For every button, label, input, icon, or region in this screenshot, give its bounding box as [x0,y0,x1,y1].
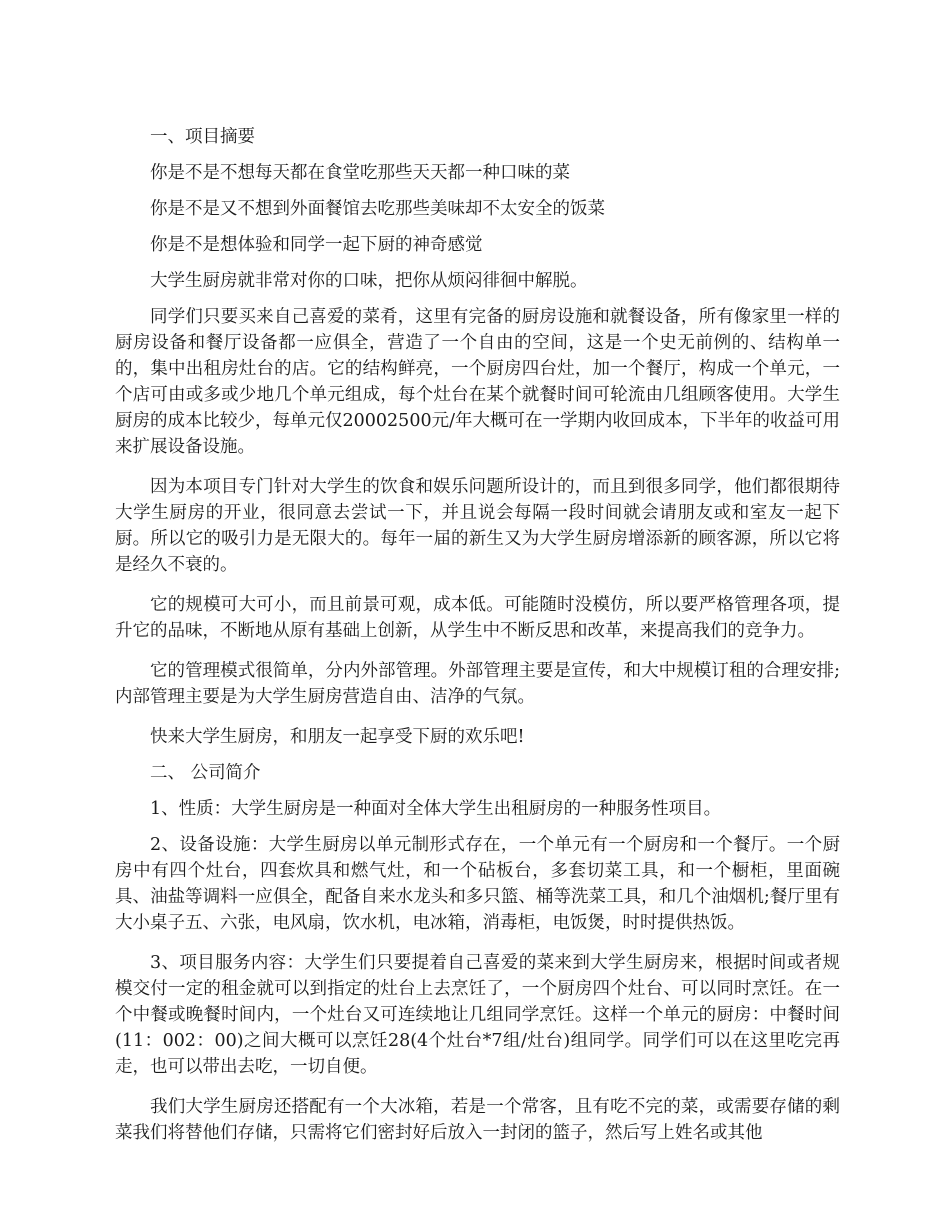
paragraph: 它的管理模式很简单，分内外部管理。外部管理主要是宣传，和大中规模订租的合理安排;内部管理主要是为大学生厨房营造自由、洁净的气氛。 [115,661,840,707]
paragraph: 3、项目服务内容：大学生们只要提着自己喜爱的菜来到大学生厨房来，根据时间或者规模交付一定的租金就可以到指定的灶台上去烹饪了，一个厨房四个灶台、可以同时烹饪。在一个中餐或晚餐时间内，一个灶台又可连续地让几组同学烹饪。这样一个单元的厨房：中餐时间(11：002：00)之间大概可以烹饪28(4个灶台*7组/灶台)组同学。同学们可以在这里吃完再走，也可以带出去吃，一切自便。 [115,953,840,1077]
document-body [115,124,840,1160]
paragraph: 它的规模可大可小，而且前景可观，成本低。可能随时没模仿，所以要严格管理各项，提升它的品味，不断地从原有基础上创新，从学生中不断反思和改革，来提高我们的竞争力。 [115,595,840,641]
paragraph: 你是不是又不想到外面餐馆去吃那些美味却不太安全的饭菜 [150,199,605,219]
paragraph: 快来大学生厨房，和朋友一起享受下厨的欢乐吧! [150,727,525,747]
paragraph: 你是不是不想每天都在食堂吃那些天天都一种口味的菜 [150,163,570,183]
paragraph: 我们大学生厨房还搭配有一个大冰箱，若是一个常客，且有吃不完的菜，或需要存储的剩菜我们将替他们存储，只需将它们密封好后放入一封闭的篮子，然后写上姓名或其他 [115,1097,840,1143]
paragraph: 你是不是想体验和同学一起下厨的神奇感觉 [150,235,483,255]
section-heading: 二、 公司简介 [150,763,261,783]
paragraph: 2、设备设施：大学生厨房以单元制形式存在，一个单元有一个厨房和一个餐厅。一个厨房中有四个灶台，四套炊具和燃气灶，和一个砧板台，多套切菜工具，和一个橱柜，里面碗具、油盐等调料一应俱全，配备自来水龙头和多只篮、桶等洗菜工具，和几个油烟机;餐厅里有大小桌子五、六张，电风扇，饮水机，电冰箱，消毒柜，电饭煲，时时提供热饭。 [115,835,840,933]
paragraph: 1、性质：大学生厨房是一种面对全体大学生出租厨房的一种服务性项目。 [150,799,722,819]
paragraph: 同学们只要买来自己喜爱的菜肴，这里有完备的厨房设施和就餐设备，所有像家里一样的厨房设备和餐厅设备都一应俱全，营造了一个自由的空间，这是一个史无前例的、结构单一的，集中出租房灶台的店。它的结构鲜亮，一个厨房四台灶，加一个餐厅，构成一个单元，一个店可由或多或少地几个单元组成，每个灶台在某个就餐时间可轮流由几组顾客使用。大学生厨房的成本比较少，每单元仅20002500元/年大概可在一学期内收回成本，下半年的收益可用来扩展设备设施。 [115,307,840,457]
section-heading: 一、项目摘要 [150,127,255,147]
paragraph: 大学生厨房就非常对你的口味，把你从烦闷徘徊中解脱。 [150,271,588,291]
paragraph: 因为本项目专门针对大学生的饮食和娱乐问题所设计的，而且到很多同学，他们都很期待大学生厨房的开业，很同意去尝试一下，并且说会每隔一段时间就会请朋友或和室友一起下厨。所以它的吸引力是无限大的。每年一届的新生又为大学生厨房增添新的顾客源，所以它将是经久不衰的。 [115,477,840,575]
